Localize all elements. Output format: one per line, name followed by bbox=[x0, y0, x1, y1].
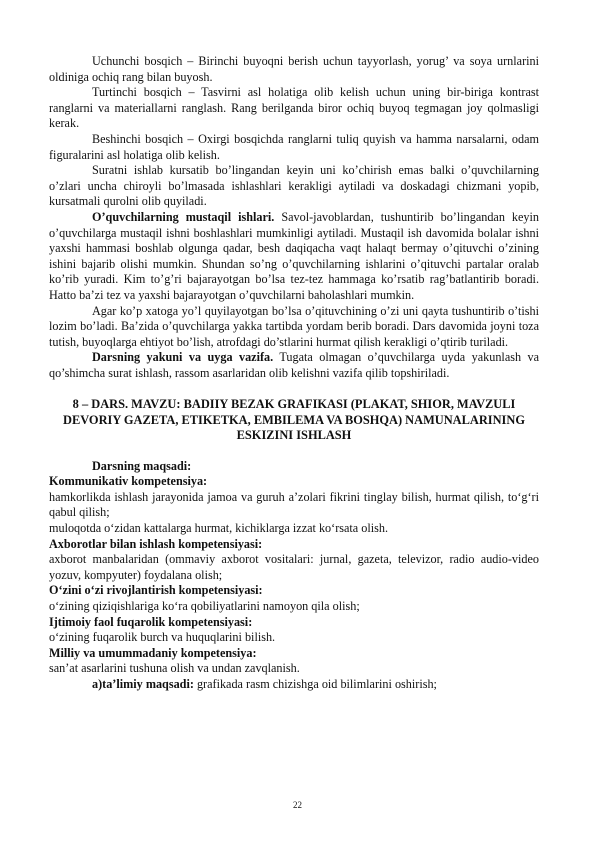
educational-goal-lead: a)ta’limiy maqsadi: bbox=[92, 677, 194, 691]
communicative-text-1: hamkorlikda ishlash jarayonida jamoa va guruh a’zolari fikrini tinglay bilish, hurmat qilish, to‘g‘ri qabul qilish; bbox=[49, 489, 539, 520]
document-page bbox=[49, 54, 539, 693]
culture-label: Milliy va umummadaniy kompetensiya: bbox=[49, 645, 257, 660]
communicative-text-2: muloqotda o‘zidan kattalarga hurmat, kichiklarga izzat ko‘rsata olish. bbox=[49, 521, 388, 536]
paragraph-mistakes: Agar ko’p xatoga yo’l quyilayotgan bo’lsa o’qituvchining o’zi uni qayta tushuntirib o’tishi lozim bo’ladi. Ba’zida o’quvchilarga yakka tartibda yordam berib boradi. Dars davomida joyni toza tutish, buyoqlarga ehtiyot bo’lish, atrofdagi do’stlarini hurmat qilish kerakligi o’qtirib turiladi. bbox=[49, 303, 539, 349]
paragraph-stage-five: Beshinchi bosqich – Oxirgi bosqichda ranglarni tuliq quyish va hamma narsalarni, odam figuralarini asl holatiga olib kelish. bbox=[49, 131, 539, 162]
communicative-label: Kommunikativ kompetensiya: bbox=[49, 474, 208, 489]
info-text: axborot manbalaridan (ommaviy axborot vositalari: jurnal, gazeta, televizor, radio audio-video yozuv, kompyuter) foydalana olish; bbox=[49, 552, 539, 582]
independent-work-lead: O’quvchilarning mustaqil ishlari. bbox=[92, 209, 275, 224]
independent-work-text: Savol-javoblardan, tushuntirib bo’lingandan keyin o’quvchilarga mustaqil ishni boshlashlari mumkinligi aytiladi. Mustaqil ish davomida bolalar ishni yaxshi hammasi boshlab olgunga qadar, besh daqiqacha vaqt halaqt bermay o’qituvchi o’zining ishini bajarib olishi mumkin. Shundan so’ng o’quvchilarning ishlarini o’qituvchi partalar oralab ko’rib yuradi. Kim to’g’ri bajarayotgan bo’lsa tez-tez hammaga ko’rsatib rag’batlantirib boradi. Hatto ba’zi tez va yaxshi bajarayotgan o’quvchilarni baholashlari mumkin. bbox=[49, 209, 540, 302]
homework-text: Tugata olmagan o’quvchilarga uyda yakunlash va qo’shimcha surat ishlash, rassom asarlaridan olib kelishni vazifa qilib topshiriladi. bbox=[49, 350, 540, 380]
paragraph-stage-three: Uchunchi bosqich – Birinchi buyoqni berish uchun tayyorlash, yorug’ va soya urnlarini oldiniga ochiq rang bilan buyosh. bbox=[49, 54, 539, 84]
self-development-text: o‘zining qiziqishlariga ko‘ra qobiliyatlarini namoyon qila olish; bbox=[49, 599, 360, 614]
paragraph-independent-work bbox=[49, 210, 539, 304]
civic-text: o‘zining fuqarolik burch va huquqlarini bilish. bbox=[49, 630, 276, 645]
homework-lead: Darsning yakuni va uyga vazifa. bbox=[92, 350, 274, 365]
info-label: Axborotlar bilan ishlash kompetensiyasi: bbox=[49, 536, 263, 551]
goals-title: Darsning maqsadi: bbox=[92, 458, 192, 473]
paragraph-demonstration: Suratni ishlab kursatib bo’lingandan keyin uni ko’chirish emas balki o’quvchilarning o’zlari uncha chiroyli bo’lmasada ishlashlari kerakligi aytiladi va doskadagi chizmani yopib, kursatmali qurolni olib quyiladi. bbox=[49, 163, 539, 209]
paragraph-homework bbox=[49, 350, 539, 381]
self-development-label: O‘zini o‘zi rivojlantirish kompetensiyasi: bbox=[49, 583, 263, 598]
educational-goal-text: grafikada rasm chizishga oid bilimlarini oshirish; bbox=[193, 677, 437, 691]
civic-label: Ijtimoiy faol fuqarolik kompetensiyasi: bbox=[49, 614, 253, 629]
page-number: 22 bbox=[293, 800, 302, 810]
culture-text: san’at asarlarini tushuna olish va undan zavqlanish. bbox=[49, 661, 300, 676]
paragraph-stage-four: Turtinchi bosqich – Tasvirni asl holatiga olib kelish uchun uning bir-biriga kontrast ranglarni va materiallarni ranglash. Rang berilganda biror ochiq buyoq tegmagan joy qolmasligi kerak. bbox=[49, 85, 539, 131]
educational-goal bbox=[49, 677, 539, 693]
section-heading: 8 – DARS. MAVZU: BADIIY BEZAK GRAFIKASI (PLAKAT, SHIOR, MAVZULI DEVORIY GAZETA, ETIKETKA, EMBILEMA VA BOSHQA) NAMUNALARINING ESKIZINI ISHLASH bbox=[63, 397, 525, 443]
